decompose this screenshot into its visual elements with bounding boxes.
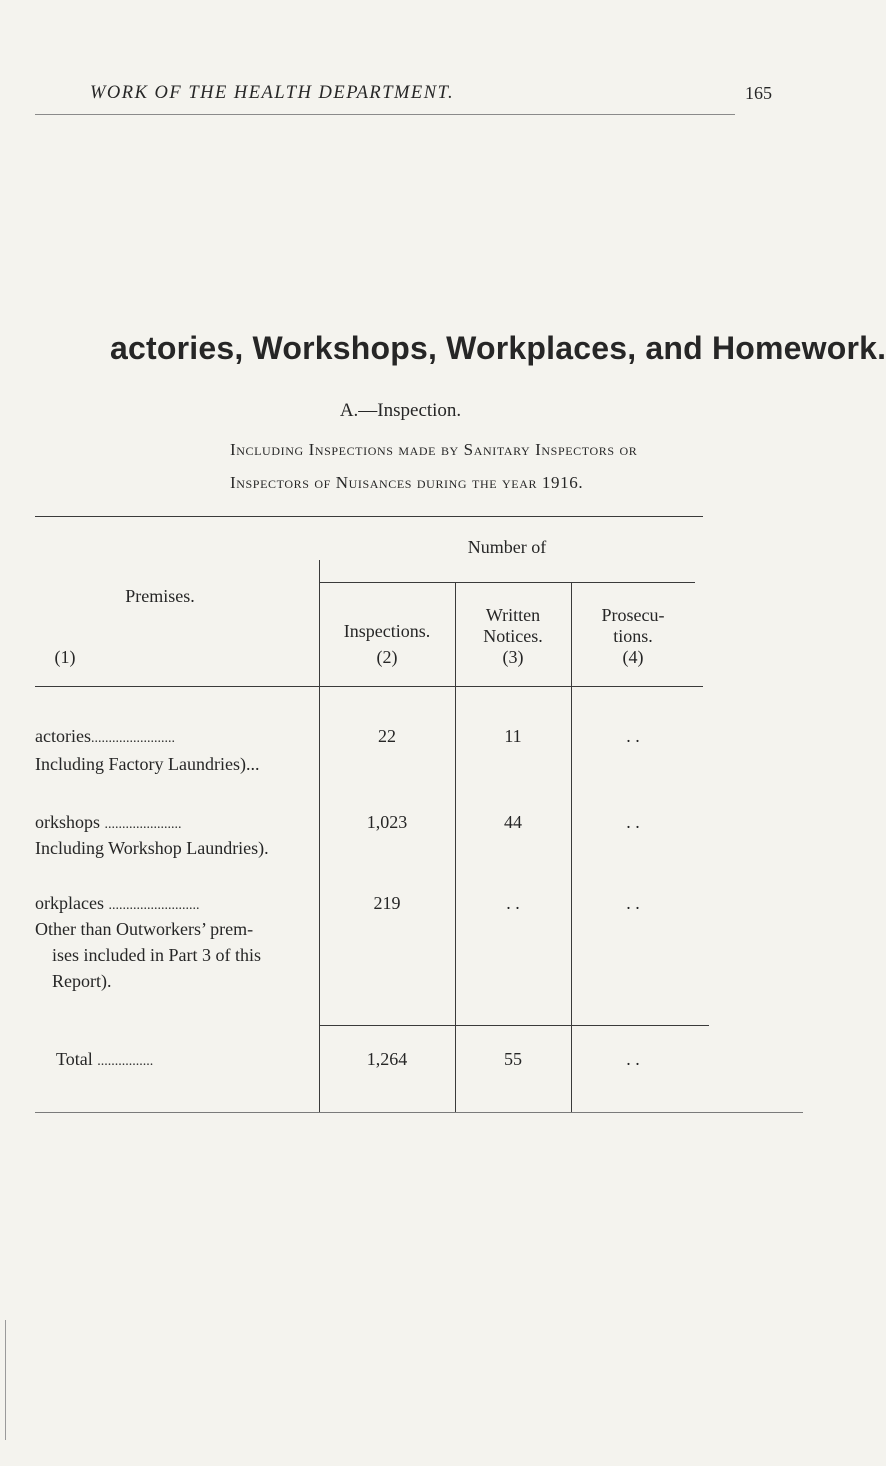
- page-title: actories, Workshops, Workplaces, and Homework.: [110, 330, 886, 366]
- row-label-factories: actories........................: [35, 726, 175, 746]
- page-number: 165: [745, 83, 772, 103]
- group-header-rule: [319, 582, 695, 583]
- col-header-prosecutions-1: Prosecu-: [601, 605, 665, 625]
- total-notices: 55: [504, 1049, 522, 1069]
- col-header-prosecutions-2: tions.: [613, 626, 653, 646]
- row-note-workplaces-3: Report).: [52, 971, 112, 991]
- col-number-2: (2): [376, 647, 398, 667]
- group-header: Number of: [467, 537, 547, 557]
- col-header-notices-1: Written: [485, 605, 541, 625]
- cell-notices-workplaces: . .: [506, 893, 520, 913]
- total-top-rule: [319, 1025, 709, 1026]
- cell-notices-workshops: 44: [504, 812, 522, 832]
- row-label-workshops: orkshops ......................: [35, 812, 182, 832]
- row-note-workplaces-2: ises included in Part 3 of this: [52, 945, 261, 965]
- cell-notices-factories: 11: [504, 726, 522, 746]
- subtitle-line-1: Including Inspections made by Sanitary Inspectors or: [230, 440, 638, 459]
- cell-inspections-factories: 22: [378, 726, 396, 746]
- subtitle-line-2: Inspectors of Nuisances during the year 1916.: [230, 473, 584, 492]
- col-divider-1: [319, 560, 320, 1112]
- total-label: Total ................: [56, 1049, 154, 1069]
- cell-inspections-workshops: 1,023: [366, 812, 408, 832]
- table-bottom-rule: [35, 1112, 803, 1113]
- row-note-workshops: Including Workshop Laundries).: [35, 838, 269, 858]
- row-note-workplaces-1: Other than Outworkers’ prem-: [35, 919, 254, 939]
- cell-inspections-workplaces: 219: [373, 893, 401, 913]
- cell-prosecutions-factories: . .: [626, 726, 640, 746]
- running-head: WORK OF THE HEALTH DEPARTMENT.: [90, 83, 455, 103]
- row-note-factories: Including Factory Laundries)...: [35, 754, 260, 774]
- header-bottom-rule: [35, 686, 703, 687]
- row-label-workplaces: orkplaces ..........................: [35, 893, 200, 913]
- header-rule: [35, 114, 735, 115]
- col-header-premises: Premises.: [125, 586, 195, 606]
- col-number-4: (4): [622, 647, 644, 667]
- col-number-3: (3): [502, 647, 524, 667]
- col-header-inspections: Inspections.: [343, 621, 431, 641]
- table-top-rule: [35, 516, 703, 517]
- cell-prosecutions-workplaces: . .: [626, 893, 640, 913]
- col-header-notices-2: Notices.: [483, 626, 543, 646]
- col-number-1: (1): [54, 647, 76, 667]
- cell-prosecutions-workshops: . .: [626, 812, 640, 832]
- scan-edge-mark: [5, 1320, 6, 1440]
- total-prosecutions: . .: [626, 1049, 640, 1069]
- total-inspections: 1,264: [366, 1049, 408, 1069]
- section-heading: A.—Inspection.: [339, 400, 462, 421]
